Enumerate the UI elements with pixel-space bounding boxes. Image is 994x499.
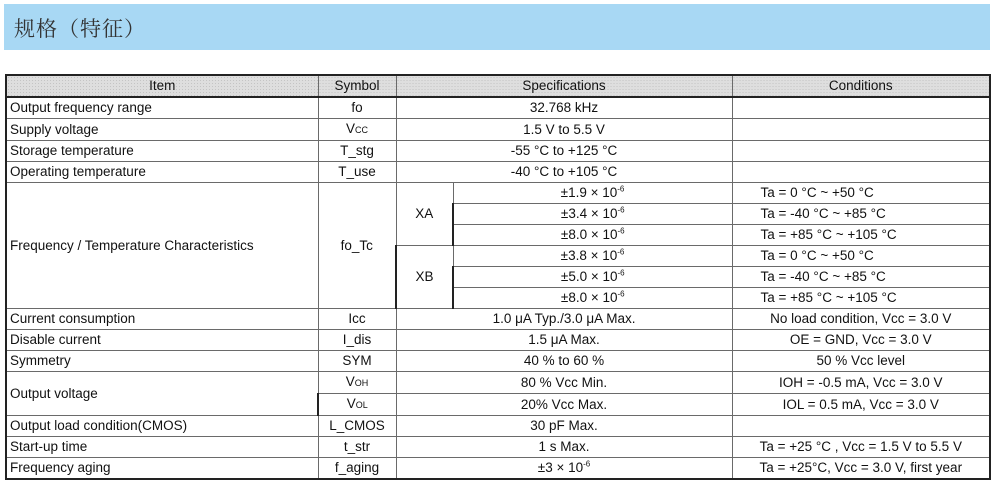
item-cell: Disable current (6, 330, 318, 351)
spec-base: ±3.8 × 10 (560, 248, 618, 263)
table-row (6, 119, 990, 141)
grade-label: XB (396, 246, 453, 309)
spec-exponent: -6 (617, 226, 625, 236)
spec-cell (453, 183, 732, 204)
grade-label: XA (396, 183, 453, 246)
condition-cell: Ta = +25°C, Vcc = 3.0 V, first year (732, 458, 990, 480)
header-item: Item (6, 75, 318, 97)
spec-cell: -55 °C to +125 °C (396, 141, 732, 162)
symbol-subscript: CC (355, 125, 368, 135)
condition-cell: 50 % Vcc level (732, 351, 990, 372)
condition-cell (732, 416, 990, 437)
condition-cell (732, 97, 990, 119)
symbol-main: V (345, 121, 355, 136)
condition-cell: Ta = +25 °C , Vcc = 1.5 V to 5.5 V (732, 437, 990, 458)
item-cell: Operating temperature (6, 162, 318, 183)
table-row (6, 97, 990, 119)
spec-cell: 1.0 μA Typ./3.0 μA Max. (396, 309, 732, 330)
symbol-cell: fo_Tc (318, 183, 396, 309)
symbol-cell: L_CMOS (318, 416, 396, 437)
item-cell: Output voltage (6, 372, 318, 416)
specifications-table (5, 74, 991, 480)
item-cell: Current consumption (6, 309, 318, 330)
section-title: 规格（特征） (14, 17, 146, 41)
table-row (6, 351, 990, 372)
spec-cell: 32.768 kHz (396, 97, 732, 119)
condition-cell: Ta = -40 °C ~ +85 °C (732, 204, 990, 225)
spec-cell: 40 % to 60 % (396, 351, 732, 372)
spec-cell (453, 288, 732, 309)
spec-cell (453, 225, 732, 246)
spec-exponent: -6 (617, 268, 625, 278)
table-header-row (6, 75, 990, 97)
symbol-cell: fo (318, 97, 396, 119)
symbol-cell: t_str (318, 437, 396, 458)
header-specifications: Specifications (396, 75, 732, 97)
section-banner (4, 4, 990, 50)
table-row (6, 309, 990, 330)
spec-base: ±8.0 × 10 (560, 227, 618, 242)
symbol-cell: I_dis (318, 330, 396, 351)
condition-cell: IOL = 0.5 mA, Vcc = 3.0 V (732, 394, 990, 416)
table-row (6, 183, 990, 204)
symbol-cell (318, 119, 396, 141)
symbol-subscript: OL (355, 400, 368, 410)
condition-cell: No load condition, Vcc = 3.0 V (732, 309, 990, 330)
condition-cell: Ta = 0 °C ~ +50 °C (732, 183, 990, 204)
spec-exponent: -6 (617, 289, 625, 299)
condition-cell: Ta = +85 °C ~ +105 °C (732, 288, 990, 309)
symbol-main: V (346, 396, 356, 411)
symbol-subscript: OH (354, 378, 369, 388)
condition-cell: OE = GND, Vcc = 3.0 V (732, 330, 990, 351)
spec-exponent: -6 (583, 459, 591, 469)
symbol-cell (318, 394, 396, 416)
spec-cell: 80 % Vcc Min. (396, 372, 732, 394)
condition-cell: Ta = -40 °C ~ +85 °C (732, 267, 990, 288)
header-symbol: Symbol (318, 75, 396, 97)
table-row (6, 141, 990, 162)
table-row (6, 330, 990, 351)
condition-cell: Ta = +85 °C ~ +105 °C (732, 225, 990, 246)
symbol-cell: T_stg (318, 141, 396, 162)
symbol-cell: T_use (318, 162, 396, 183)
symbol-cell (318, 372, 396, 394)
item-cell: Output frequency range (6, 97, 318, 119)
table-row (6, 458, 990, 480)
table-row (6, 416, 990, 437)
symbol-cell: SYM (318, 351, 396, 372)
condition-cell (732, 162, 990, 183)
item-cell: Supply voltage (6, 119, 318, 141)
spec-cell: 20% Vcc Max. (396, 394, 732, 416)
table-row (6, 372, 990, 394)
spec-cell: 1.5 μA Max. (396, 330, 732, 351)
spec-cell: 1.5 V to 5.5 V (396, 119, 732, 141)
spec-cell (453, 246, 732, 267)
header-conditions: Conditions (732, 75, 990, 97)
spec-base: ±1.9 × 10 (560, 185, 618, 200)
spec-cell: 30 pF Max. (396, 416, 732, 437)
spec-cell (453, 204, 732, 225)
spec-base: ±3 × 10 (537, 460, 584, 475)
item-cell: Frequency aging (6, 458, 318, 480)
condition-cell: IOH = -0.5 mA, Vcc = 3.0 V (732, 372, 990, 394)
spec-cell (396, 458, 732, 480)
spec-cell: 1 s Max. (396, 437, 732, 458)
condition-cell (732, 119, 990, 141)
spec-base: ±3.4 × 10 (560, 206, 618, 221)
item-cell: Frequency / Temperature Characteristics (6, 183, 318, 309)
item-cell: Symmetry (6, 351, 318, 372)
item-cell: Storage temperature (6, 141, 318, 162)
symbol-cell: f_aging (318, 458, 396, 480)
spec-cell: -40 °C to +105 °C (396, 162, 732, 183)
spec-base: ±8.0 × 10 (560, 290, 618, 305)
spec-exponent: -6 (617, 184, 625, 194)
spec-base: ±5.0 × 10 (560, 269, 618, 284)
table-row (6, 437, 990, 458)
symbol-main: V (345, 374, 355, 389)
symbol-cell: Icc (318, 309, 396, 330)
condition-cell: Ta = 0 °C ~ +50 °C (732, 246, 990, 267)
spec-exponent: -6 (617, 205, 625, 215)
item-cell: Output load condition(CMOS) (6, 416, 318, 437)
item-cell: Start-up time (6, 437, 318, 458)
table-row (6, 162, 990, 183)
spec-exponent: -6 (617, 247, 625, 257)
condition-cell (732, 141, 990, 162)
spec-cell (453, 267, 732, 288)
